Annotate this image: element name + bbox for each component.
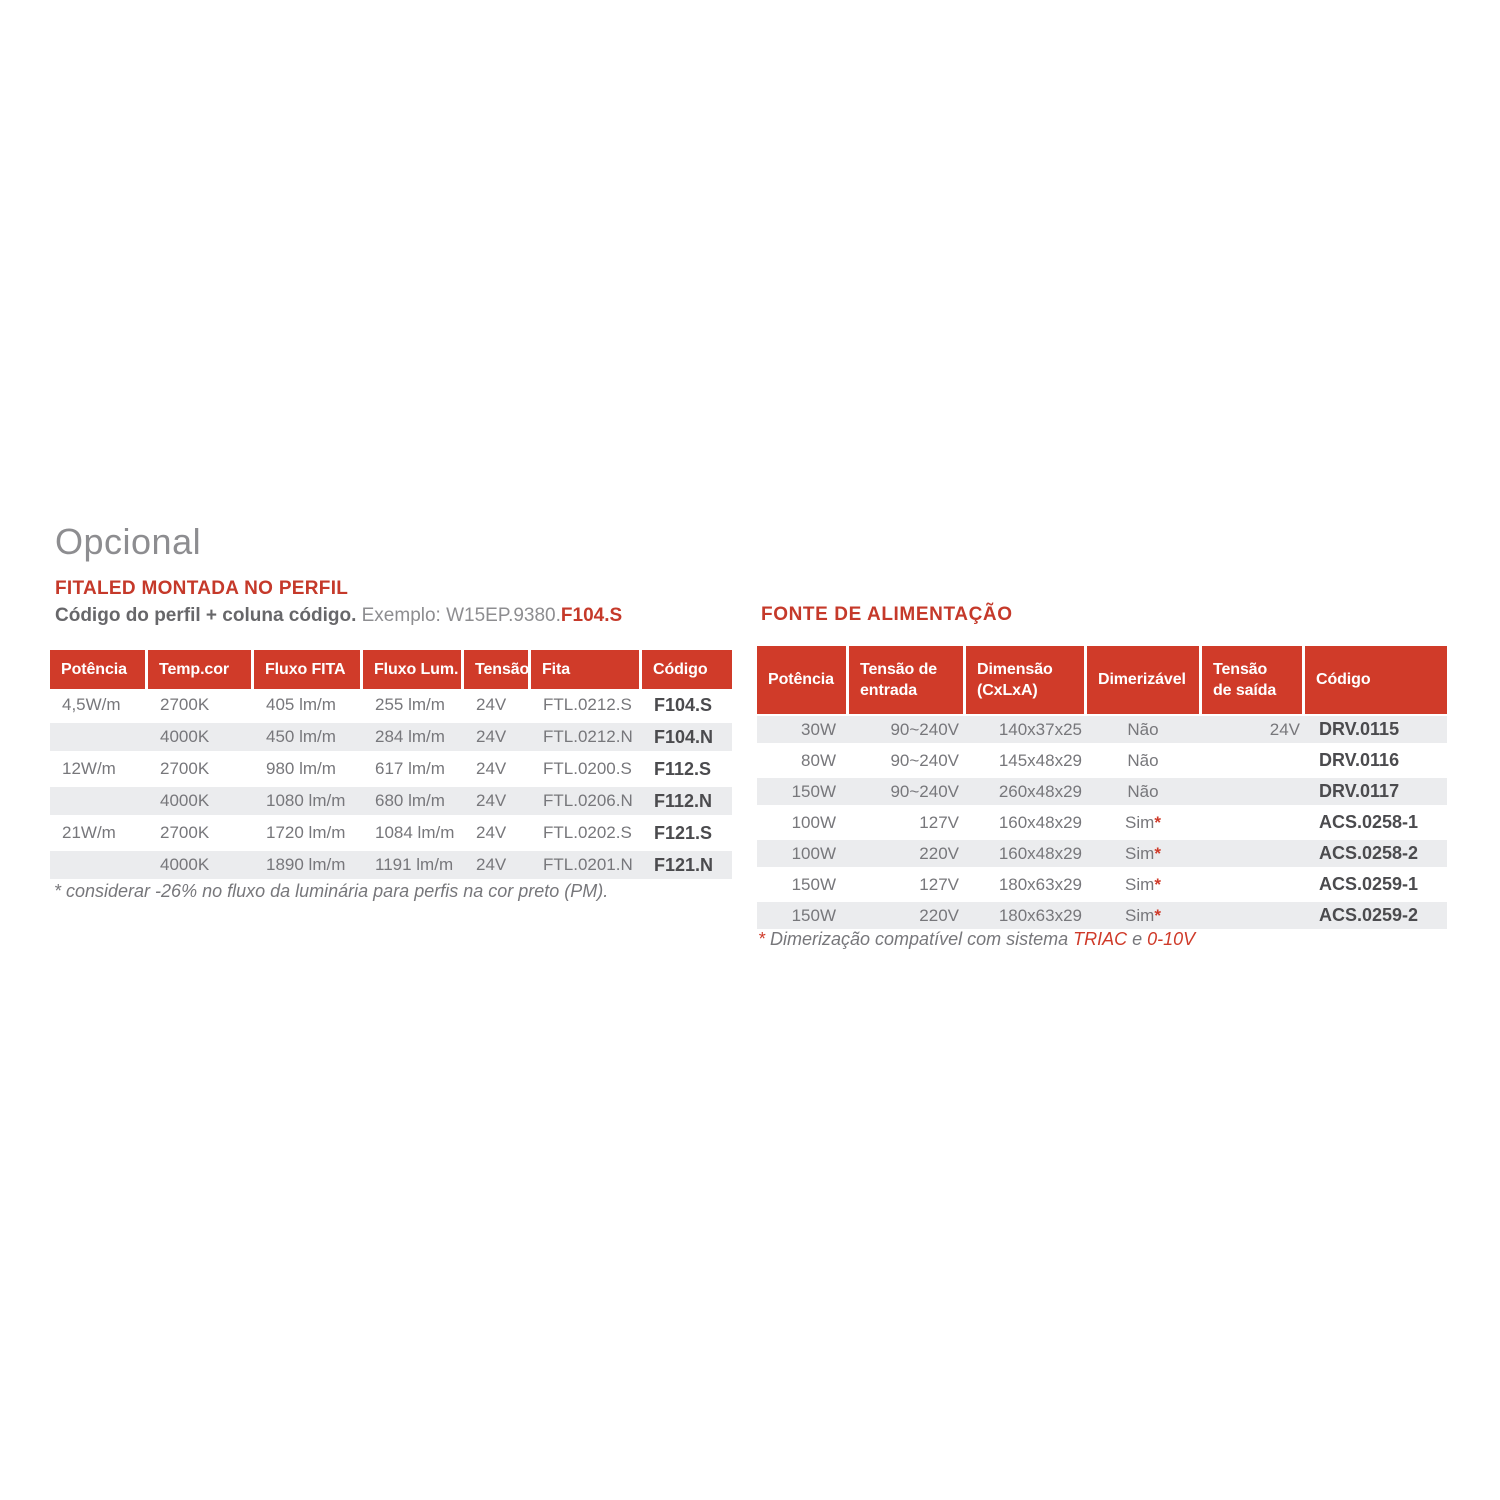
- table-cell: 100W: [791, 843, 836, 863]
- table-cell: 150W: [791, 874, 836, 894]
- table-cell: 12W/m: [62, 759, 116, 778]
- table-row: [757, 869, 1447, 900]
- table-cell: 680 lm/m: [375, 791, 445, 810]
- table-cell: 980 lm/m: [266, 759, 336, 778]
- table-row: [757, 714, 1447, 745]
- table-cell: [1202, 869, 1302, 900]
- table-cell: 4000K: [160, 727, 210, 746]
- table-cell: 180x63x29: [998, 905, 1082, 925]
- table-cell: FTL.0202.S: [543, 823, 632, 842]
- table-row: [757, 807, 1447, 838]
- table-cell: 24V: [476, 759, 507, 778]
- table-row: [50, 689, 732, 721]
- table-cell: 21W/m: [62, 823, 116, 842]
- table-row: [50, 817, 732, 849]
- subtitle-code-text: F104.S: [560, 605, 623, 626]
- table-cell: DRV.0115: [1319, 719, 1400, 739]
- table-header-row: [757, 646, 1447, 714]
- table-cell: 24V: [476, 695, 507, 714]
- column-header: Dimensão (CxLxA): [966, 646, 1084, 714]
- column-header: Fluxo FITA: [254, 650, 360, 689]
- table-cell: 284 lm/m: [375, 727, 445, 746]
- table-cell: 4,5W/m: [62, 695, 121, 714]
- table-row: [50, 721, 732, 753]
- table-row: [50, 785, 732, 817]
- table-row: [757, 838, 1447, 869]
- table-cell: Sim *: [1125, 812, 1161, 832]
- table-cell: 1084 lm/m: [375, 823, 455, 842]
- table-cell: 450 lm/m: [266, 727, 336, 746]
- table-cell: 24V: [476, 727, 507, 746]
- column-header: Potência: [757, 646, 846, 714]
- table-cell: 260x48x29: [998, 781, 1082, 801]
- column-header: Tensão de saída: [1202, 646, 1302, 714]
- left-footnote: * considerar -26% no fluxo da luminária para perfis na cor preto (PM).: [54, 881, 609, 901]
- page-title: Opcional: [55, 521, 202, 562]
- table-cell: 80W: [801, 750, 836, 770]
- table-cell: F121.N: [654, 854, 714, 875]
- table-cell: 24V: [1269, 719, 1300, 739]
- table-cell: 1720 lm/m: [266, 823, 346, 842]
- footnote-connector: e: [1127, 929, 1148, 949]
- table-cell: 90~240V: [890, 719, 959, 739]
- table-cell: F121.S: [654, 822, 713, 843]
- footnote-0-10v: 0-10V: [1147, 929, 1196, 949]
- table-cell: 2700K: [160, 823, 210, 842]
- table-cell: [1202, 807, 1302, 838]
- table-cell: 2700K: [160, 695, 210, 714]
- column-header: Dimerizável: [1087, 646, 1199, 714]
- table-cell: 127V: [919, 812, 959, 832]
- left-section-subtitle: [55, 604, 622, 628]
- table-cell: [50, 723, 145, 751]
- table-cell: F112.N: [654, 790, 713, 811]
- table-cell: 2700K: [160, 759, 210, 778]
- table-cell: 1890 lm/m: [266, 855, 346, 874]
- table-cell: 150W: [791, 905, 836, 925]
- footnote-text: Dimerização compatível com sistema: [770, 929, 1074, 949]
- table-cell: FTL.0212.S: [543, 695, 632, 714]
- column-header: Código: [1305, 646, 1447, 714]
- table-cell: [50, 851, 145, 879]
- table-cell: 255 lm/m: [375, 695, 445, 714]
- table-cell: 30W: [801, 719, 836, 739]
- table-cell: [1202, 902, 1302, 929]
- table-cell: Sim *: [1125, 843, 1161, 863]
- table-cell: ACS.0259-2: [1319, 905, 1419, 925]
- table-cell: Não: [1127, 719, 1159, 739]
- footnote-star: *: [758, 929, 771, 949]
- table-cell: 24V: [476, 791, 507, 810]
- table-cell: 180x63x29: [998, 874, 1082, 894]
- table-cell: Não: [1127, 750, 1159, 770]
- table-cell: Não: [1127, 781, 1159, 801]
- table-cell: ACS.0259-1: [1319, 874, 1419, 894]
- column-header: Temp.cor: [148, 650, 251, 689]
- column-header: Fita: [531, 650, 639, 689]
- table-cell: 24V: [476, 855, 507, 874]
- table-cell: 617 lm/m: [375, 759, 445, 778]
- footnote-triac: TRIAC: [1073, 929, 1128, 949]
- table-cell: 140x37x25: [998, 719, 1082, 739]
- table-cell: 220V: [919, 905, 959, 925]
- table-cell: 90~240V: [890, 750, 959, 770]
- table-cell: 90~240V: [890, 781, 959, 801]
- table-cell: 160x48x29: [998, 812, 1082, 832]
- right-footnote: [758, 927, 1195, 951]
- fitaled-table: [50, 650, 732, 881]
- table-cell: 150W: [791, 781, 836, 801]
- table-cell: 145x48x29: [998, 750, 1082, 770]
- table-cell: [1202, 745, 1302, 776]
- table-cell: DRV.0116: [1319, 750, 1400, 770]
- table-cell: [50, 787, 145, 815]
- table-cell: 4000K: [160, 855, 210, 874]
- table-cell: F104.N: [654, 726, 714, 747]
- table-cell: [1202, 840, 1302, 867]
- table-cell: DRV.0117: [1319, 781, 1400, 801]
- table-row: [50, 753, 732, 785]
- table-cell: 127V: [919, 874, 959, 894]
- table-cell: F112.S: [654, 758, 712, 779]
- table-cell: Sim *: [1125, 874, 1161, 894]
- column-header: Tensão: [464, 650, 528, 689]
- table-cell: Sim *: [1125, 905, 1161, 925]
- table-cell: F104.S: [654, 694, 713, 715]
- table-cell: FTL.0201.N: [543, 855, 633, 874]
- subtitle-example-text: Exemplo: W15EP.9380.: [356, 605, 561, 626]
- table-header-row: [50, 650, 732, 689]
- table-cell: FTL.0212.N: [543, 727, 633, 746]
- table-cell: ACS.0258-1: [1319, 812, 1419, 832]
- table-cell: [1202, 778, 1302, 805]
- table-row: [757, 776, 1447, 807]
- table-cell: 1080 lm/m: [266, 791, 346, 810]
- subtitle-bold-text: Código do perfil + coluna código.: [55, 605, 357, 626]
- table-cell: FTL.0200.S: [543, 759, 632, 778]
- table-cell: 160x48x29: [998, 843, 1082, 863]
- table-cell: ACS.0258-2: [1319, 843, 1419, 863]
- table-cell: FTL.0206.N: [543, 791, 633, 810]
- table-cell: 405 lm/m: [266, 695, 336, 714]
- right-section-title: FONTE DE ALIMENTAÇÃO: [761, 604, 1013, 625]
- table-row: [50, 849, 732, 881]
- table-cell: 1191 lm/m: [375, 855, 454, 874]
- table-cell: 4000K: [160, 791, 210, 810]
- table-cell: 100W: [791, 812, 836, 832]
- column-header: Fluxo Lum.: [363, 650, 461, 689]
- table-cell: 24V: [476, 823, 507, 842]
- table-cell: 220V: [919, 843, 959, 863]
- table-row: [757, 745, 1447, 776]
- column-header: Código: [642, 650, 732, 689]
- power-supply-table: [757, 646, 1447, 931]
- left-section-title: FITALED MONTADA NO PERFIL: [55, 578, 349, 599]
- column-header: Potência: [50, 650, 145, 689]
- column-header: Tensão de entrada: [849, 646, 963, 714]
